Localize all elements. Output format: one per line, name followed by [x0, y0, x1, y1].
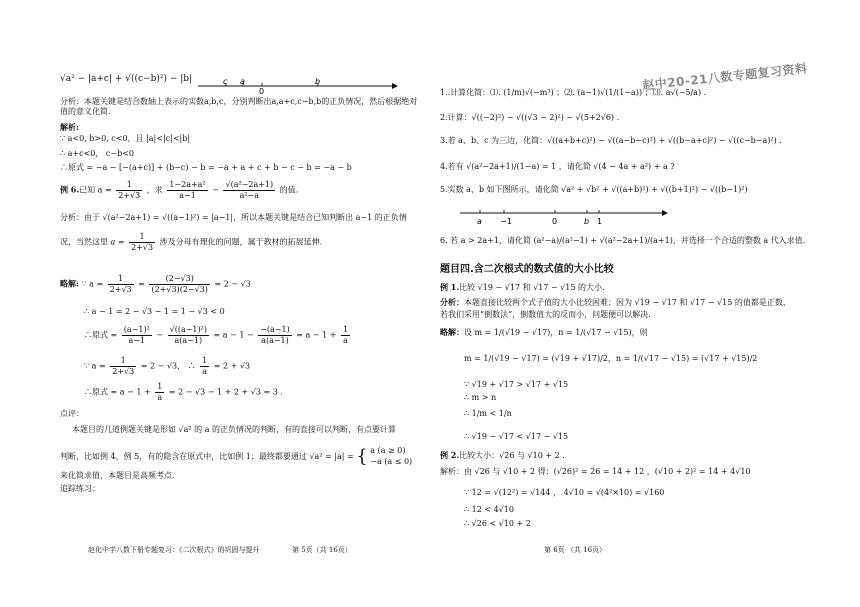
- solve-step-2: ∴ a+c<0， c−b<0: [60, 149, 135, 158]
- analysis-1: 分析：本题关键是结合数轴上表示的实数a,b,c，分别判断出a,a+c,c−b,b的正负情况，然后根据绝对值的意义化简.: [60, 97, 418, 116]
- example-6-text-a: 已知 a =: [79, 185, 112, 195]
- brief-step-4: ∵ a = $\frac{1}{2+√3}$ = 2 − √3， ∴ $\frac{1}{a}$ = 2 + √3: [84, 356, 251, 376]
- number-line-top: [198, 76, 398, 94]
- example-2: 例 2.比较大小：√26 与 √10 + 2 .: [440, 450, 565, 460]
- example-6-text-c: 的值.: [279, 185, 299, 195]
- fraction: $\frac{\text{√(a²−2a+1)}}{\text{a²−a}}$: [225, 180, 274, 200]
- comment-line-2: 判断，比如例 4，例 5，有的隐含在原式中，比如例 1；最终都要通过 √a² = |a| = { a (a ≥ 0) −a (a ≤ 0): [60, 445, 413, 467]
- reason-1: ∵ √19 + √17 > √17 + √15: [464, 380, 569, 389]
- footer-page-6: 第 6页 （共 16页）: [544, 546, 607, 554]
- analysis-line-1: 分析：本题直接比较两个式子值的大小比较困难；因为 √19 − √17 和 √17 − √15 的值都是正数，: [440, 297, 791, 307]
- solution-equation: m = 1/(√19 − √17) = (√19 + √17)/2，n = 1/(√17 − √15) = (√17 + √15)/2: [464, 354, 758, 363]
- analysis-2-cont: 况，当然这里 a = $\frac{1}{2+√3}$ 涉及分母有理化的问题，属于教材的拓展延伸.: [60, 232, 323, 252]
- footer-left: 赵化中学八数下册专题复习：《二次根式》的巩固与提升: [88, 546, 260, 554]
- reason-4: ∴ √19 − √17 < √17 − √15: [464, 432, 569, 441]
- solve-step-3: ∴原式 = −a − [−(a+c)] + (b−c) − b = −a + a + c + b − c − b = −a − b: [60, 163, 352, 172]
- question-3: 3.若 a、b、c 为三边，化简：√((a+b+c)²) − √((a−b−c)²) + √((b−a+c)²) − √((c−b−a)²) .: [440, 136, 782, 145]
- brief-step-2: ∴ a − 1 = 2 − √3 − 1 = 1 − √3 < 0: [84, 307, 225, 316]
- fraction: $\frac{1}{a}$: [202, 356, 208, 376]
- solve-label: 解析:: [60, 122, 79, 132]
- question-6: 6. 若 a > 2a+1，请化简 (a²−a)/(a²−1) + √(a²−2a+1)/(a+1)，并选择一个合适的整数 a 代入求值.: [440, 236, 806, 245]
- example-1-label: 例 1.: [440, 282, 460, 292]
- fraction: $\frac{1}{a}$: [342, 325, 349, 345]
- nl-label-c: c: [223, 77, 228, 86]
- reason-3: ∴ 1/m < 1/n: [464, 409, 512, 418]
- brief-step-3: ∴原式 = $\frac{\text{(a−1)²}}{a-1}$ − $\frac{\text{√((a−1)²)}}{a(a-1)}$ = a − 1 − $\frac{-(a-1)}{a(a-1)}$ = a − 1 + $\frac{1}{a}$: [84, 325, 349, 345]
- example-2-step-3: ∴ √26 < √10 + 2: [464, 519, 531, 528]
- analysis-2: 分析：由于 √(a²−2a+1) = √((a−1)²) = |a−1|，所以本题关键是结合已知判断出 a−1 的正负情: [60, 213, 407, 222]
- nl-r-label-a: a: [477, 217, 482, 226]
- solution-intro: 略解：设 m = 1/(√19 − √17)，n = 1/(√17 − √15)，则: [440, 327, 648, 337]
- analysis-line-2: 若我们采用“倒数法”，倒数值大的反而小，问题便可以解决.: [440, 310, 651, 319]
- question-1: 1..计算化简：⑴. (1/m)√(−m³) ；⑵. (a−1)√(1/(1−a)) ；⑶. a√(−5/a) .: [440, 88, 707, 97]
- nl-r-label-minus-one: −1: [500, 217, 512, 226]
- fraction: $\frac{1}{2+√3}$: [118, 180, 141, 200]
- example-2-step-2: ∴ 12 < 4√10: [464, 505, 514, 514]
- comment-line-3: 来化简求值，本题目是高频考点.: [60, 471, 175, 480]
- fraction: $\frac{\text{1−2a+a²}}{a-1}$: [169, 180, 206, 200]
- fraction: $\frac{1}{2+√3}$: [131, 232, 154, 252]
- nl-r-label-one: 1: [597, 217, 603, 226]
- fraction: $\frac{(2-√3)}{(2+√3)(2-√3)}$: [151, 274, 208, 294]
- nl-r-label-zero: 0: [552, 217, 558, 226]
- fraction: $\frac{1}{a}$: [157, 382, 163, 402]
- fraction: $\frac{-(a-1)}{a(a-1)}$: [260, 325, 290, 345]
- practice-label: 追踪练习：: [60, 484, 100, 493]
- example-1: 例 1.比较 √19 − √17 和 √17 − √15 的大小.: [440, 282, 605, 292]
- example-2-step-1: ∵ 12 = √(12²) = √144 ， 4√10 = √(4²×10) = √160: [464, 488, 665, 497]
- nl-label-a: a: [240, 77, 245, 86]
- fraction: $\frac{1}{2+√3}$: [112, 356, 135, 376]
- expression-top: √a² − |a+c| + √((c−b)²) − |b|: [60, 74, 193, 84]
- piecewise-brace: {: [356, 445, 368, 467]
- example-2-analysis: 解析：由 √26 与 √10 + 2 得：(√26)² = 26 = 14 + 12 ，(√10 + 2)² = 14 + 4√10: [440, 467, 751, 476]
- nl-label-b: b: [315, 77, 321, 86]
- brief-step-1: 略解: ∵ a = $\frac{1}{2+√3}$ = $\frac{(2-√3)}{(2+√3)(2-√3)}$ = 2 − √3: [60, 274, 251, 294]
- section-title: 题目四.含二次根式的数式值的大小比较: [440, 264, 614, 275]
- solve-step-1: ∵ a<0, b>0, c<0，且 |a|<|c|<|b|: [60, 134, 191, 143]
- example-6-label: 例 6.: [60, 184, 80, 195]
- footer-page-5: 第 5页（共 16页）: [292, 546, 352, 554]
- question-5: 5.实数 a、b 如下图所示，请化简 √a² + √b² + √((a+b)²) + √((b+1)²) − √((b−1)²): [440, 185, 748, 194]
- brief-step-5: ∴原式 = a − 1 + $\frac{1}{a}$ = 2 − √3 − 1 + 2 + √3 = 3 .: [84, 382, 283, 402]
- nl-r-label-b: b: [584, 217, 590, 226]
- watermark: 赵中20-21八数专题复习资料: [641, 61, 809, 93]
- nl-label-zero: 0: [259, 87, 265, 94]
- number-line-right: [460, 205, 670, 227]
- example-6-text-b: ，求: [146, 185, 163, 195]
- brief-label: 略解:: [60, 278, 79, 289]
- comment-label: 点评：: [60, 409, 84, 418]
- question-2: 2.计算：√((−2)²) − √((√3 − 2)²) − √(5+2√6) .: [440, 113, 620, 122]
- fraction: $\frac{\text{√((a−1)²)}}{a(a-1)}$: [169, 325, 207, 345]
- right-page: [430, 0, 860, 607]
- piecewise-cases: a (a ≥ 0) −a (a ≤ 0): [370, 446, 413, 466]
- question-4: 4.若有 √(a²−2a+1)/(1−a) = 1 ，请化简 √(4 − 4a + a²) + a ?: [440, 162, 675, 171]
- fraction: $\frac{1}{2+√3}$: [109, 274, 132, 294]
- comment-line-1: 本题目的几道例题关键是形如 √a² 的 a 的正负情况的判断，有的直接可以判断，有点要计算: [72, 425, 397, 434]
- fraction: $\frac{\text{(a−1)²}}{a-1}$: [123, 325, 150, 345]
- example-6: 例 6.已知 a = $\frac{1}{2+√3}$ ，求 $\frac{\text{1−2a+a²}}{a-1}$ − $\frac{\text{√(a²−2a+1)}}{\text{a²−a}}$ 的值.: [60, 180, 299, 200]
- reason-2: ∴ m > n: [464, 393, 497, 402]
